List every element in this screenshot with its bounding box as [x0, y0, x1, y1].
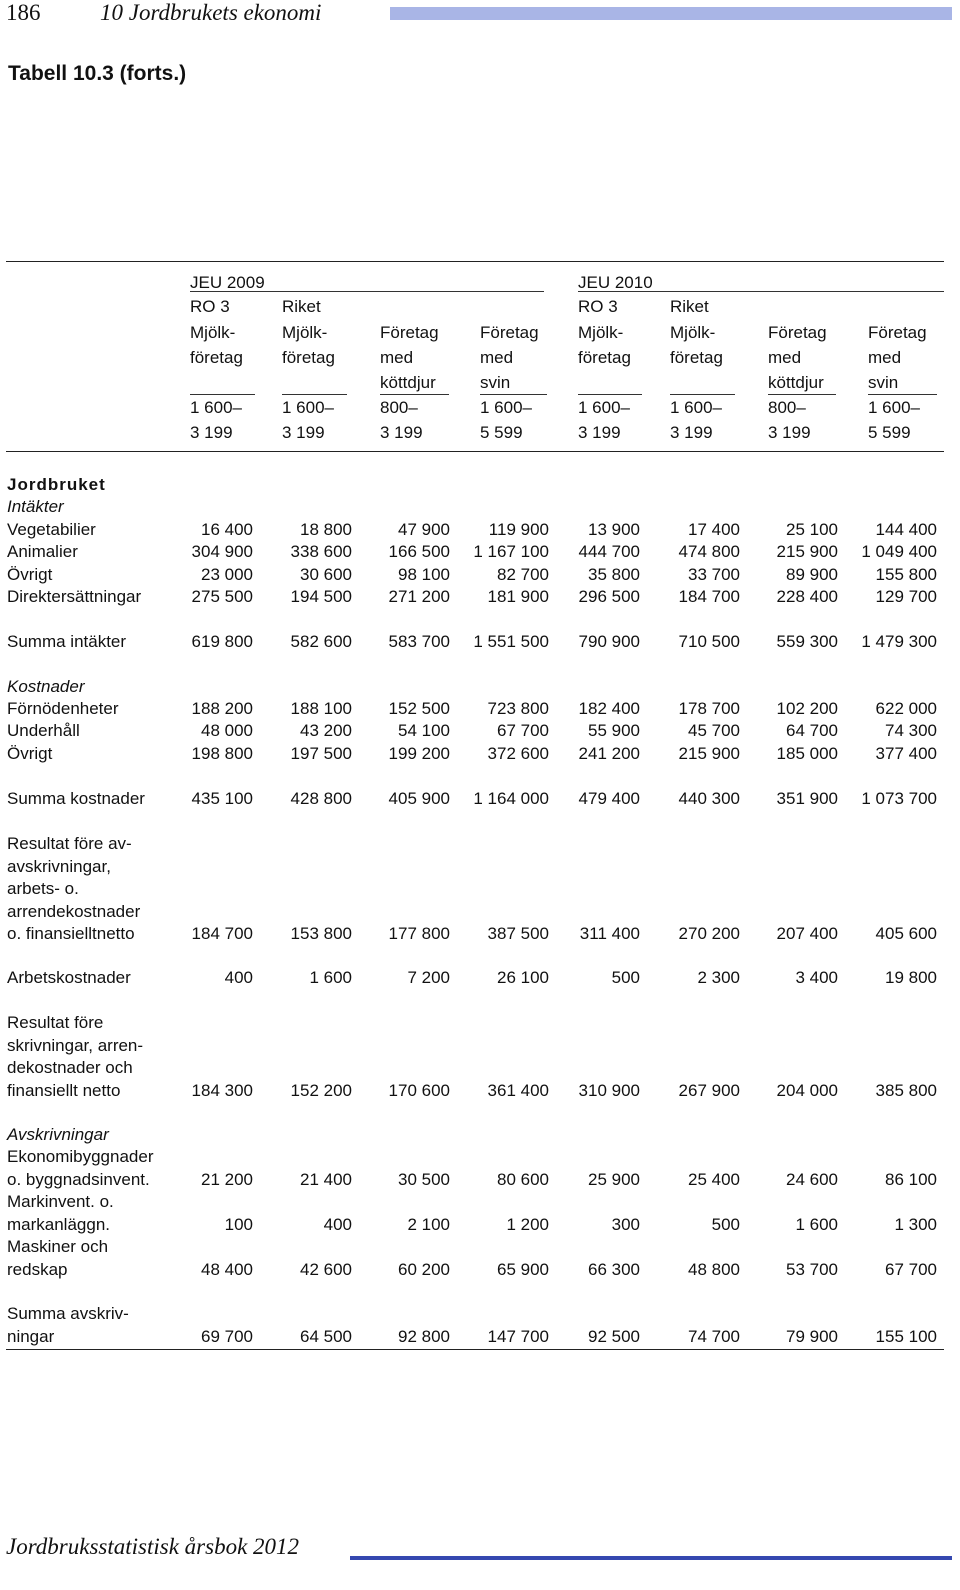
column-type-label: företag [190, 348, 243, 367]
column-type-label: med [380, 348, 414, 367]
column-type-label: företag [578, 348, 631, 367]
table-cell: 428 800 [290, 789, 352, 808]
table-cell: 1 300 [894, 1214, 937, 1234]
row-label [7, 833, 182, 946]
table-cell: 153 800 [290, 924, 352, 943]
table-cell: 86 100 [885, 1169, 937, 1189]
table-cell: 152 500 [388, 699, 450, 718]
table-cell: 129 700 [875, 587, 937, 606]
row-label-line: Övrigt [7, 744, 53, 763]
table-cell: 790 900 [578, 632, 640, 651]
table-row [0, 1191, 960, 1236]
row-label-line: markanläggn. [7, 1214, 111, 1234]
table-cell: 723 800 [487, 699, 549, 718]
table-cell: 55 900 [588, 721, 640, 740]
table-cell: 25 900 [588, 1169, 640, 1189]
table-row [0, 676, 960, 699]
column-group-label: JEU 2010 [578, 273, 653, 292]
table-cell: 194 500 [290, 587, 352, 606]
table-cell: 42 600 [300, 1259, 352, 1279]
table-cell: 271 200 [388, 587, 450, 606]
column-size-label: 1 600– [578, 398, 630, 417]
table-cell: 1 600 [795, 1214, 838, 1234]
table-bottom-rule [6, 1349, 944, 1350]
table-cell: 53 700 [786, 1259, 838, 1279]
table-cell: 82 700 [497, 565, 549, 584]
table-cell: 30 500 [398, 1169, 450, 1189]
row-label-line: skrivningar, arren- [7, 1035, 144, 1055]
table-cell: 67 700 [885, 1259, 937, 1279]
column-size-label: 3 199 [768, 423, 811, 442]
table-cell: 54 100 [398, 721, 450, 740]
row-label [7, 1303, 182, 1348]
column-type-label: köttdjur [768, 373, 824, 392]
row-label-line: arbets- o. [7, 879, 79, 898]
table-cell: 500 [611, 968, 640, 987]
footer-title: Jordbruksstatistisk årsbok 2012 [6, 1534, 300, 1559]
column-size-label: 1 600– [670, 398, 722, 417]
table-row [0, 496, 960, 519]
row-label-line: Intäkter [7, 497, 64, 516]
table-cell: 1 200 [506, 1214, 549, 1234]
table-cell: 405 900 [388, 789, 450, 808]
table-cell: 65 900 [497, 1259, 549, 1279]
row-label [7, 698, 182, 721]
table-cell: 184 300 [191, 1080, 253, 1100]
column-type-label: företag [670, 348, 723, 367]
row-label [7, 967, 182, 990]
table-cell: 338 600 [290, 542, 352, 561]
row-label [7, 720, 182, 743]
table-row [0, 541, 960, 564]
row-label [7, 586, 182, 609]
table-row [0, 1124, 960, 1147]
table-cell: 152 200 [290, 1080, 352, 1100]
table-row [0, 720, 960, 743]
row-label-line: Summa intäkter [7, 632, 127, 651]
row-label-line: Maskiner och [7, 1237, 109, 1256]
table-row [0, 586, 960, 609]
table-cell: 582 600 [290, 632, 352, 651]
table-cell: 147 700 [487, 1326, 549, 1346]
header-decoration-bar [390, 7, 952, 20]
column-type-label: Mjölk- [282, 323, 328, 342]
table-cell: 270 200 [678, 924, 740, 943]
table-cell: 198 800 [191, 744, 253, 763]
column-size-label: 5 599 [868, 423, 911, 442]
table-cell: 405 600 [875, 924, 937, 943]
column-group-underline [190, 291, 544, 292]
table-cell: 177 800 [388, 924, 450, 943]
table-row [0, 519, 960, 542]
row-label-line: Kostnader [7, 677, 85, 696]
row-label-line: Direktersättningar [7, 587, 142, 606]
row-label-line: Markinvent. o. [7, 1192, 114, 1211]
column-type-label: Företag [868, 323, 927, 342]
table-cell: 17 400 [688, 520, 740, 539]
table-cell: 275 500 [191, 587, 253, 606]
table-cell: 1 049 400 [861, 542, 937, 561]
table-cell: 35 800 [588, 565, 640, 584]
table-row [0, 1236, 960, 1281]
table-cell: 60 200 [398, 1259, 450, 1279]
row-label-line: Avskrivningar [7, 1125, 109, 1144]
table-cell: 479 400 [578, 789, 640, 808]
column-group-underline [578, 291, 944, 292]
table-cell: 435 100 [191, 789, 253, 808]
table-cell: 24 600 [786, 1169, 838, 1189]
table-cell: 1 164 000 [473, 789, 549, 808]
table-row [0, 788, 960, 811]
table-cell: 385 800 [875, 1080, 937, 1100]
column-size-label: 1 600– [868, 398, 920, 417]
column-size-label: 3 199 [670, 423, 713, 442]
table-cell: 181 900 [487, 587, 549, 606]
table-cell: 69 700 [201, 1326, 253, 1346]
row-label [7, 631, 182, 654]
row-label-line: Ekonomibyggnader [7, 1147, 154, 1166]
row-label-line: ningar [7, 1326, 55, 1346]
row-label-line: o. finansielltnetto [7, 924, 135, 943]
table-cell: 43 200 [300, 721, 352, 740]
table-cell: 300 [611, 1214, 640, 1234]
column-size-label: 3 199 [578, 423, 621, 442]
table-cell: 98 100 [398, 565, 450, 584]
table-cell: 372 600 [487, 744, 549, 763]
table-cell: 1 600 [309, 968, 352, 987]
column-size-label: 3 199 [380, 423, 423, 442]
table-row [0, 1012, 960, 1102]
table-cell: 166 500 [388, 542, 450, 561]
column-size-label: 1 600– [282, 398, 334, 417]
table-cell: 170 600 [388, 1080, 450, 1100]
table-cell: 64 700 [786, 721, 838, 740]
column-region-label: Riket [670, 297, 709, 316]
column-group-label: JEU 2009 [190, 273, 265, 292]
table-cell: 102 200 [776, 699, 838, 718]
row-label [7, 743, 182, 766]
table-cell: 1 073 700 [861, 789, 937, 808]
table-cell: 310 900 [578, 1080, 640, 1100]
column-type-label: svin [868, 373, 899, 392]
table-cell: 311 400 [579, 924, 640, 943]
table-row [0, 833, 960, 946]
row-label-line: Resultat före [7, 1013, 104, 1032]
column-type-label: Mjölk- [190, 323, 236, 342]
row-label-line: finansiellt netto [7, 1080, 121, 1100]
table-cell: 182 400 [578, 699, 640, 718]
table-cell: 188 100 [290, 699, 352, 718]
table-row [0, 564, 960, 587]
table-cell: 18 800 [300, 520, 352, 539]
table-cell: 66 300 [588, 1259, 640, 1279]
table-row [0, 631, 960, 654]
table-cell: 387 500 [487, 924, 549, 943]
table-cell: 79 900 [786, 1326, 838, 1346]
table-cell: 207 400 [776, 924, 838, 943]
table-cell: 144 400 [875, 520, 937, 539]
row-label [7, 564, 182, 587]
table-cell: 7 200 [407, 968, 450, 987]
table-cell: 351 900 [776, 789, 838, 808]
table-cell: 440 300 [678, 789, 740, 808]
table-cell: 267 900 [678, 1080, 740, 1100]
table-cell: 74 300 [885, 721, 937, 740]
table-cell: 197 500 [290, 744, 352, 763]
row-label-line: dekostnader och [7, 1058, 133, 1077]
table-cell: 64 500 [300, 1326, 352, 1346]
table-cell: 241 200 [578, 744, 640, 763]
table-cell: 1 167 100 [473, 542, 549, 561]
table-cell: 19 800 [885, 968, 937, 987]
table-cell: 619 800 [191, 632, 253, 651]
table-cell: 204 000 [776, 1080, 838, 1100]
row-label-line: Summa avskriv- [7, 1304, 129, 1323]
table-cell: 474 800 [678, 542, 740, 561]
table-cell: 583 700 [388, 632, 450, 651]
column-region-label: RO 3 [190, 297, 230, 316]
column-size-label: 1 600– [190, 398, 242, 417]
table-cell: 710 500 [678, 632, 740, 651]
table-cell: 215 900 [678, 744, 740, 763]
row-label-line: Jordbruket [7, 475, 106, 494]
table-cell: 228 400 [776, 587, 838, 606]
column-size-label: 1 600– [480, 398, 532, 417]
table-cell: 185 000 [776, 744, 838, 763]
row-label-line: Vegetabilier [7, 520, 96, 539]
table-cell: 100 [224, 1214, 253, 1234]
table-cell: 16 400 [201, 520, 253, 539]
row-label [7, 1236, 182, 1281]
table-cell: 25 400 [688, 1169, 740, 1189]
column-type-label: med [868, 348, 902, 367]
column-type-label: Mjölk- [578, 323, 624, 342]
column-type-label: Mjölk- [670, 323, 716, 342]
table-cell: 184 700 [678, 587, 740, 606]
table-row [0, 1303, 960, 1348]
footer-decoration-bar [350, 1556, 952, 1560]
row-label [7, 474, 182, 497]
table-row [0, 474, 960, 497]
table-cell: 119 900 [488, 520, 549, 539]
chapter-title: 10 Jordbrukets ekonomi [100, 0, 322, 25]
row-label-line: Arbetskostnader [7, 968, 131, 987]
column-size-label: 800– [380, 398, 418, 417]
table-cell: 26 100 [497, 968, 549, 987]
row-label [7, 676, 182, 699]
column-size-label: 800– [768, 398, 806, 417]
table-cell: 13 900 [588, 520, 640, 539]
row-label [7, 496, 182, 519]
table-cell: 21 200 [201, 1169, 253, 1189]
row-label-line: redskap [7, 1259, 68, 1279]
table-cell: 92 500 [588, 1326, 640, 1346]
column-size-label: 5 599 [480, 423, 523, 442]
table-cell: 1 479 300 [861, 632, 937, 651]
table-cell: 622 000 [875, 699, 937, 718]
table-title: Tabell 10.3 (forts.) [8, 62, 187, 85]
column-type-label: Företag [380, 323, 439, 342]
table-cell: 47 900 [398, 520, 450, 539]
row-label [7, 788, 182, 811]
table-cell: 199 200 [388, 744, 450, 763]
column-type-label: Företag [768, 323, 827, 342]
table-cell: 1 551 500 [473, 632, 549, 651]
column-type-label: köttdjur [380, 373, 436, 392]
table-cell: 559 300 [776, 632, 838, 651]
table-cell: 48 800 [688, 1259, 740, 1279]
column-type-label: med [480, 348, 514, 367]
row-label-line: avskrivningar, [7, 856, 111, 876]
table-cell: 400 [323, 1214, 352, 1234]
table-header-rule [6, 451, 944, 452]
table-cell: 215 900 [776, 542, 838, 561]
table-cell: 444 700 [578, 542, 640, 561]
row-label-line: Resultat före av- [7, 834, 132, 853]
table-cell: 184 700 [191, 924, 253, 943]
table-cell: 178 700 [678, 699, 740, 718]
row-label [7, 1191, 182, 1236]
column-region-label: Riket [282, 297, 321, 316]
table-cell: 67 700 [497, 721, 549, 740]
row-label-line: Övrigt [7, 565, 53, 584]
column-size-label: 3 199 [190, 423, 233, 442]
table-cell: 21 400 [300, 1169, 352, 1189]
row-label [7, 1124, 182, 1147]
table-row [0, 1146, 960, 1191]
column-type-label: företag [282, 348, 335, 367]
table-row [0, 743, 960, 766]
table-cell: 25 100 [786, 520, 838, 539]
row-label-line: o. byggnadsinvent. [7, 1169, 150, 1189]
table-cell: 2 100 [407, 1214, 450, 1234]
table-cell: 296 500 [578, 587, 640, 606]
table-cell: 89 900 [786, 565, 838, 584]
table-cell: 74 700 [688, 1326, 740, 1346]
row-label-line: arrendekostnader [7, 901, 141, 921]
table-cell: 155 100 [875, 1326, 937, 1346]
table-row [0, 967, 960, 990]
row-label [7, 541, 182, 564]
column-type-label: svin [480, 373, 511, 392]
row-label [7, 519, 182, 542]
table-cell: 80 600 [497, 1169, 549, 1189]
table-row [0, 698, 960, 721]
row-label-line: Underhåll [7, 721, 80, 740]
table-cell: 45 700 [688, 721, 740, 740]
table-cell: 33 700 [688, 565, 740, 584]
page-number: 186 [6, 0, 41, 25]
table-cell: 3 400 [795, 968, 838, 987]
row-label [7, 1146, 182, 1191]
column-region-label: RO 3 [578, 297, 618, 316]
table-cell: 2 300 [697, 968, 740, 987]
row-label-line: Förnödenheter [7, 699, 119, 718]
table-cell: 377 400 [875, 744, 937, 763]
row-label-line: Summa kostnader [7, 789, 145, 808]
table-top-rule [6, 261, 944, 262]
table-cell: 30 600 [300, 565, 352, 584]
table-cell: 92 800 [398, 1326, 450, 1346]
table-cell: 304 900 [191, 542, 253, 561]
table-cell: 155 800 [875, 565, 937, 584]
table-cell: 361 400 [487, 1080, 549, 1100]
column-size-label: 3 199 [282, 423, 325, 442]
table-cell: 48 000 [201, 721, 253, 740]
table-cell: 188 200 [191, 699, 253, 718]
table-cell: 500 [711, 1214, 740, 1234]
column-type-label: Företag [480, 323, 539, 342]
table-cell: 23 000 [201, 565, 253, 584]
column-type-label: med [768, 348, 802, 367]
table-cell: 400 [224, 968, 253, 987]
row-label-line: Animalier [7, 542, 78, 561]
table-cell: 48 400 [201, 1259, 253, 1279]
row-label [7, 1012, 182, 1102]
